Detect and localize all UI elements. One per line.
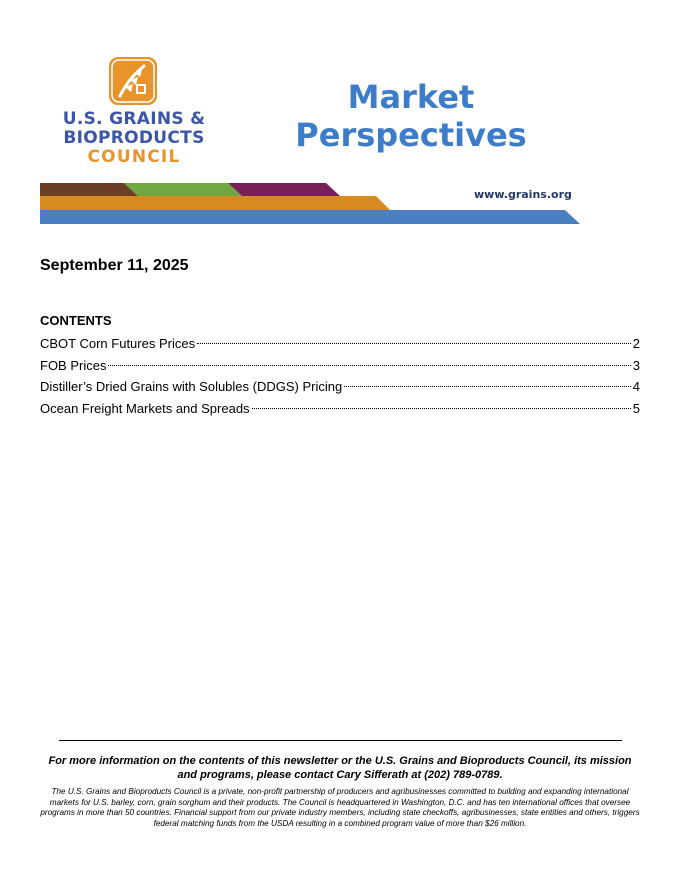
toc-entry-page: 5 — [632, 400, 640, 416]
contents-heading: CONTENTS — [40, 313, 112, 328]
newsletter-title — [290, 78, 532, 154]
website-link[interactable]: www.grains.org — [474, 188, 572, 201]
table-of-contents — [40, 333, 640, 419]
toc-entry-title: Distiller’s Dried Grains with Solubles (DDGS) Pricing — [40, 379, 343, 394]
toc-entry-page: 4 — [632, 379, 640, 394]
toc-entry-corn-futures[interactable] — [40, 333, 640, 355]
toc-dot-leader — [344, 386, 631, 387]
grains-council-logo-icon — [108, 56, 158, 106]
footer-contact-info: For more information on the contents of this newsletter or the U.S. Grains and Bioproducts Council, its mission and programs, please contact Cary Sifferath at (202) 789-0789. — [48, 755, 632, 781]
toc-entry-title: CBOT Corn Futures Prices — [40, 336, 196, 351]
toc-dot-leader — [197, 343, 631, 344]
org-name-line-1: U.S. GRAINS & — [62, 109, 206, 129]
title-line-1: Market — [347, 78, 475, 116]
toc-entry-title: FOB Prices — [40, 357, 107, 373]
org-name-line-2: BIOPRODUCTS — [63, 128, 205, 148]
title-line-2: Perspectives — [295, 116, 527, 154]
toc-entry-title: Ocean Freight Markets and Spreads — [40, 400, 250, 416]
toc-entry-page: 3 — [632, 357, 640, 373]
toc-entry-fob-prices[interactable] — [40, 355, 640, 377]
stripe-purple — [228, 183, 340, 196]
stripe-blue — [40, 210, 580, 224]
toc-entry-ocean-freight[interactable] — [40, 398, 640, 420]
organization-name — [40, 110, 228, 167]
footer-divider — [59, 740, 622, 741]
toc-entry-ddgs-pricing[interactable] — [40, 376, 640, 398]
stripe-green — [124, 183, 242, 196]
stripe-brown — [40, 183, 138, 196]
issue-date: September 11, 2025 — [40, 257, 189, 274]
toc-dot-leader — [108, 365, 630, 366]
toc-entry-page: 2 — [632, 336, 640, 351]
org-name-line-3: COUNCIL — [87, 147, 181, 167]
footer-about-council: The U.S. Grains and Bioproducts Council is a private, non-profit partnership of producers and agribusinesses committed to building and expanding international markets for U.S. barley, corn, grain sorghum and their products. The Council is headquartered in Washington, D.C. and has ten international offices that oversee programs in more than 50 countries. Financial support from our private industry members, including state checkoffs, agribusinesses, state entities and others, triggers federal matching funds from the USDA resulting in a combined program value of more than $26 million. — [40, 787, 640, 829]
stripe-orange — [40, 196, 390, 210]
toc-dot-leader — [252, 408, 631, 409]
